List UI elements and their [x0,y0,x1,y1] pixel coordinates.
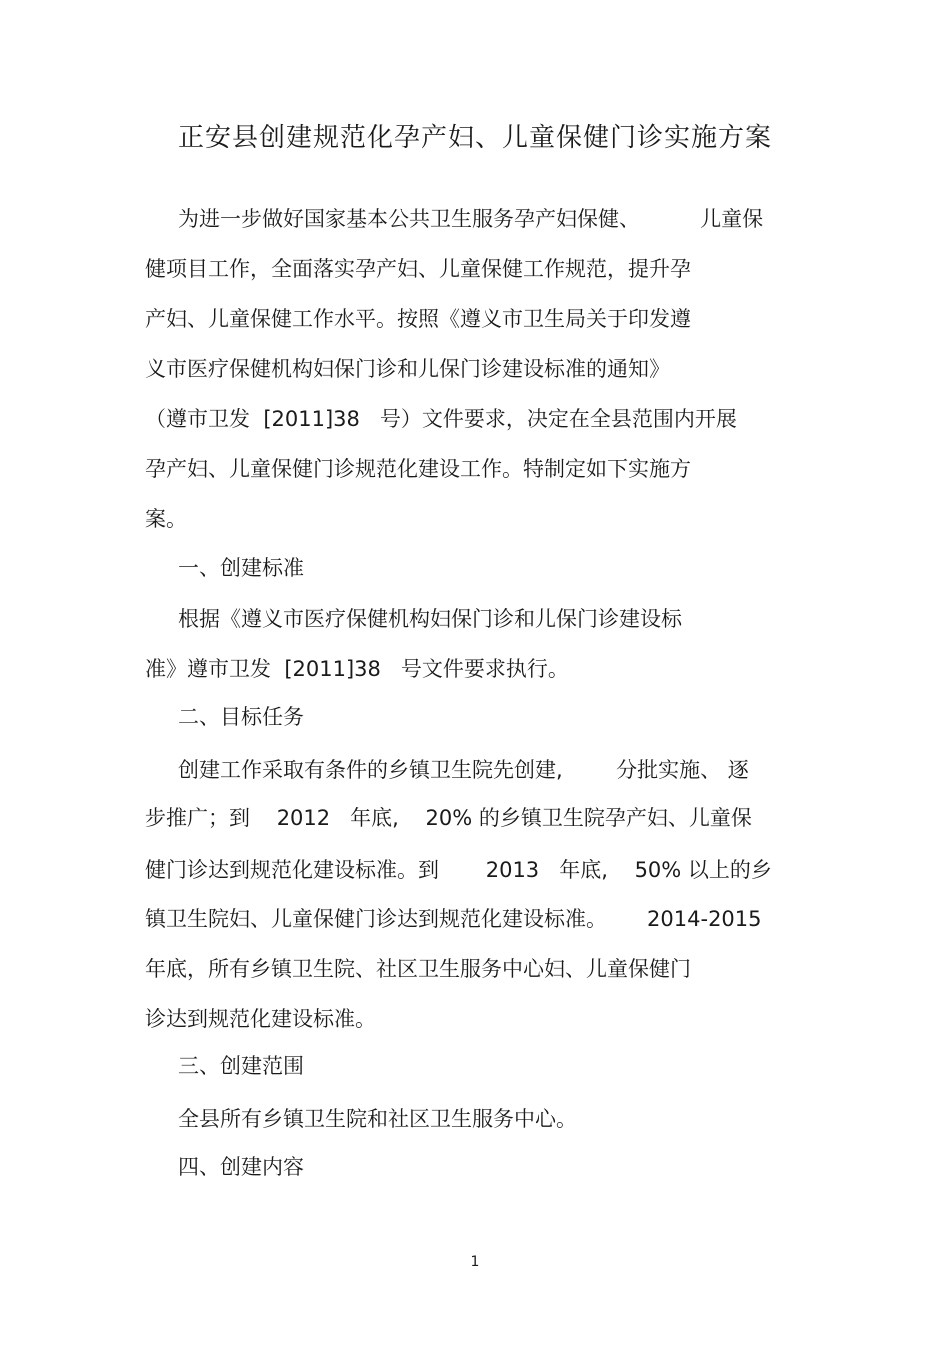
section-heading-4: 四、创建内容 [178,1155,304,1179]
body-line-15: 诊达到规范化建设标准。 [145,1007,376,1031]
body-line-5: （遵市卫发 [2011]38 号）文件要求，决定在全县范围内开展 [145,407,737,431]
section-heading-1: 一、创建标准 [178,556,304,580]
body-line-7: 案。 [145,507,187,531]
section-heading-3: 三、创建范围 [178,1054,304,1078]
body-line-14: 年底，所有乡镇卫生院、社区卫生服务中心妇、儿童保健门 [145,957,691,981]
body-line-8: 根据《遵义市医疗保健机构妇保门诊和儿保门诊建设标 [178,607,682,631]
body-line-1: 为进一步做好国家基本公共卫生服务孕产妇保健、 儿童保 [178,207,764,231]
body-line-10: 创建工作采取有条件的乡镇卫生院先创建, 分批实施、 逐 [178,758,749,782]
page-number: 1 [470,1254,480,1270]
body-line-11: 步推广；到 2012 年底, 20% 的乡镇卫生院孕产妇、儿童保 [145,806,752,830]
body-line-9: 准》遵市卫发 [2011]38 号文件要求执行。 [145,657,569,681]
body-line-3: 产妇、儿童保健工作水平。按照《遵义市卫生局关于印发遵 [145,307,691,331]
body-line-6: 孕产妇、儿童保健门诊规范化建设工作。特制定如下实施方 [145,457,691,481]
body-line-16: 全县所有乡镇卫生院和社区卫生服务中心。 [178,1107,577,1131]
body-line-12: 健门诊达到规范化建设标准。到 2013 年底, 50% 以上的乡 [145,858,772,882]
body-line-2: 健项目工作，全面落实孕产妇、儿童保健工作规范，提升孕 [145,257,691,281]
body-line-13: 镇卫生院妇、儿童保健门诊达到规范化建设标准。 2014-2015 [145,907,762,931]
section-heading-2: 二、目标任务 [178,705,304,729]
body-line-4: 义市医疗保健机构妇保门诊和儿保门诊建设标准的通知》 [145,357,670,381]
document-title: 正安县创建规范化孕产妇、儿童保健门诊实施方案 [177,123,772,153]
